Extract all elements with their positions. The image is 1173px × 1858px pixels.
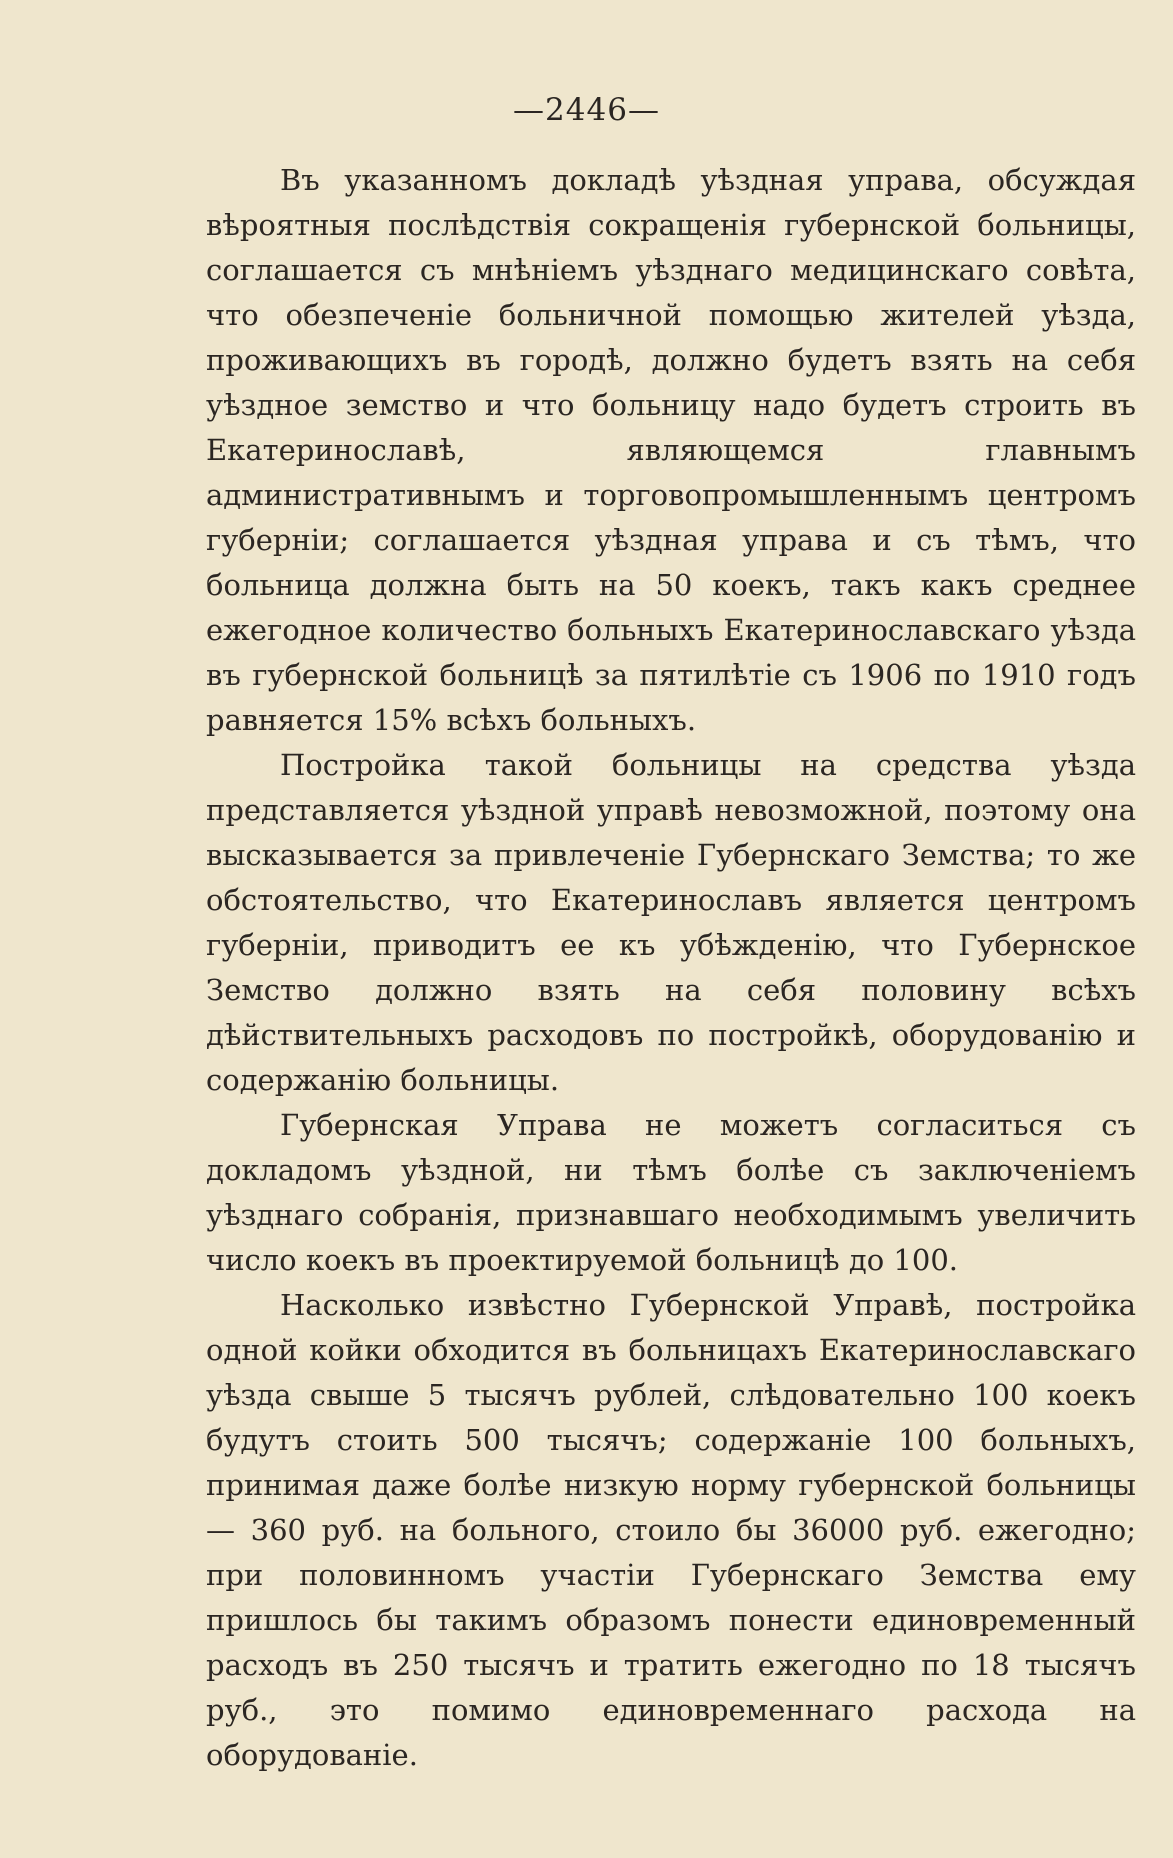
paragraph-1: Въ указанномъ докладѣ уѣздная управа, обсуждая вѣроятныя послѣдствія сокращенія губернской больницы, соглашается съ мнѣніемъ уѣзднаго медицинскаго совѣта, что обезпеченіе больничной помощью жителей уѣзда, проживающихъ въ городѣ, должно будетъ взять на себя уѣздное земство и что больницу надо будетъ строить въ Екатеринославѣ, являющемся главнымъ административнымъ и торговопромышленнымъ центромъ губерніи; соглашается уѣздная управа и съ тѣмъ, что больница должна быть на 50 коекъ, такъ какъ среднее ежегодное количество больныхъ Екатеринославскаго уѣзда въ губернской больницѣ за пятилѣтіе съ 1906 по 1910 годъ равняется 15% всѣхъ больныхъ. — [206, 163, 1136, 737]
paragraph-2: Постройка такой больницы на средства уѣзда представляется уѣздной управѣ невозможной, поэтому она высказывается за привлеченіе Губернскаго Земства; то же обстоятельство, что Екатеринославъ является центромъ губерніи, приводитъ ее къ убѣжденію, что Губернское Земство должно взять на себя половину всѣхъ дѣйствительныхъ расходовъ по постройкѣ, оборудованію и содержанію больницы. — [206, 748, 1136, 1097]
paragraph-4: Насколько извѣстно Губернской Управѣ, постройка одной койки обходится въ больницахъ Екатеринославскаго уѣзда свыше 5 тысячъ рублей, слѣдовательно 100 коекъ будутъ стоить 500 тысячъ; содержаніе 100 больныхъ, принимая даже болѣе низкую норму губернской больницы — 360 руб. на больного, стоило бы 36000 руб. ежегодно; при половинномъ участіи Губернскаго Земства ему пришлось бы такимъ образомъ понести единовременный расходъ въ 250 тысячъ и тратить ежегодно по 18 тысячъ руб., это помимо единовременнаго расхода на оборудованіе. — [206, 1288, 1136, 1772]
paragraph-3: Губернская Управа не можетъ согласиться съ докладомъ уѣздной, ни тѣмъ болѣе съ заключеніемъ уѣзднаго собранія, признавшаго необходимымъ увеличить число коекъ въ проектируемой больницѣ до 100. — [206, 1108, 1136, 1277]
body-text — [206, 158, 1136, 1778]
page-number: —2446— — [513, 92, 660, 128]
